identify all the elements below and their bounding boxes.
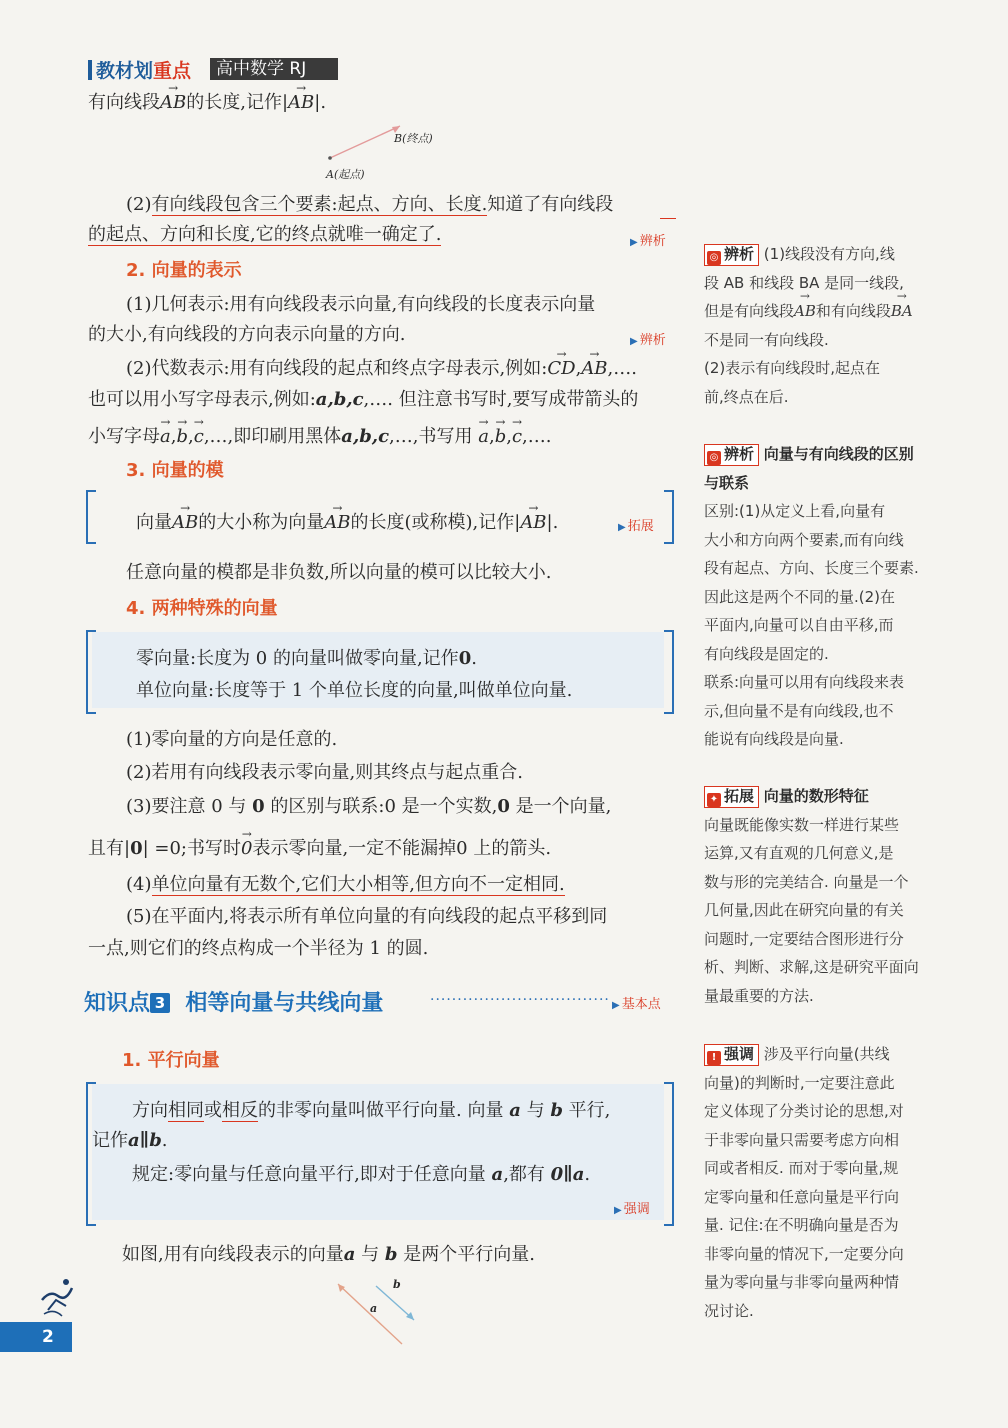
badge-analysis: ◎ 辨析 [704, 244, 759, 266]
parallel-example: 如图,用有向线段表示的向量a 与 b 是两个平行向量. [122, 1244, 535, 1265]
magnitude-definition: 向量→ AB的大小称为向量→ AB的长度(或称模),记作|→ AB|. [136, 510, 558, 536]
geometric-rep-line1: (1)几何表示:用有向线段表示向量,有向线段的长度表示向量 [126, 294, 596, 315]
section-title-parallel: 1. 平行向量 [122, 1050, 220, 1071]
target-icon: ◎ [707, 251, 721, 265]
parallel-vectors-figure [330, 1274, 430, 1354]
box-bracket-right-3 [664, 1082, 674, 1226]
target-icon: ◎ [707, 451, 721, 465]
endpoint-label-a: A(起点) [326, 168, 365, 181]
exclamation-icon: ! [707, 1051, 721, 1065]
tag-emphasis-1: ▶ 强调 [614, 1198, 650, 1217]
tag-basic-point: ▶ 基本点 [612, 993, 661, 1012]
page-number: 2 [0, 1322, 72, 1352]
algebraic-rep-line3: 小写字母→ a,→ b,→ c,…,即印刷用黑体a,b,c,…,书写用 → a,→ b,→ c,…. [88, 424, 552, 450]
box-bracket-right [664, 490, 674, 544]
figure-label-a: a [370, 1302, 378, 1315]
knowledge-point-heading: 知识点 3 相等向量与共线向量 [84, 991, 384, 1016]
subject-label: 高中数学 RJ [210, 58, 338, 80]
tag-analysis-2: ▶ 辨析 [630, 329, 666, 348]
algebraic-rep-line1: (2)代数表示:用有向线段的起点和终点字母表示,例如:→ CD,→ AB,…. [126, 356, 637, 382]
parallel-definition-line1: 方向相同或相反的非零向量叫做平行向量. 向量 a 与 b 平行, [132, 1100, 611, 1121]
header-accent-bar [88, 60, 92, 80]
three-elements-line2: 的起点、方向和长度,它的终点就唯一确定了. [88, 224, 442, 245]
box-bracket-right-2 [664, 630, 674, 714]
section-title-special-vectors: 4. 两种特殊的向量 [126, 598, 278, 619]
section-title-magnitude: 3. 向量的模 [126, 460, 224, 481]
box-bracket-left-3 [86, 1082, 96, 1226]
side-note-analysis-2: ◎ 辨析 向量与有向线段的区别 与联系 区别:(1)从定义上看,向量有 大小和方向两个要素,而有向线 段有起点、方向、长度三个要素. 因此这是两个不同的量.(2)在 平面内,向量可以自由平移,而 有向线段是固定的. 联系:向量可以用有向线段来表 示,但向量不是有向线段,也不 能说有向线段是向量. [704, 445, 919, 748]
unit-vector-definition: 单位向量:长度等于 1 个单位长度的向量,叫做单位向量. [136, 680, 573, 701]
figure-label-b: b [393, 1278, 401, 1291]
decorative-figure-icon [36, 1270, 80, 1320]
note-5-line1: (5)在平面内,将表示所有单位向量的有向线段的起点平移到同 [126, 906, 608, 927]
heading-leader-dots: ································· [430, 992, 610, 1008]
lightbulb-icon: ✦ [707, 793, 721, 807]
parallel-definition-line2: 记作a∥b. [92, 1130, 168, 1151]
side-note-extension: ✦ 拓展 向量的数形特征 向量既能像实数一样进行某些 运算,又有直观的几何意义,是 数与形的完美结合. 向量是一个 几何量,因此在研究向量的有关 问题时,一定要结合图形进行分 析、判断、求解,这是研究平面向 量最重要的方法. [704, 787, 919, 1005]
side-note-analysis-1: ◎ 辨析 (1)线段没有方向,线 段 AB 和线段 BA 是同一线段, 但是有向线段→ AB和有向线段→ BA 不是同一有向线段. (2)表示有向线段时,起点在 前,终点在后. [704, 240, 913, 411]
geometric-rep-line2: 的大小,有向线段的方向表示向量的方向. [88, 324, 406, 345]
section-title-representation: 2. 向量的表示 [126, 260, 242, 281]
note-3-cont: 且有|0| =0;书写时→ 0表示零向量,一定不能漏掉0 上的箭头. [88, 836, 551, 862]
endpoint-label-b: B(终点) [394, 132, 433, 145]
magnitude-note: 任意向量的模都是非负数,所以向量的模可以比较大小. [126, 562, 552, 583]
note-1: (1)零向量的方向是任意的. [126, 729, 338, 750]
intro-line: 有向线段→ AB的长度,记作|→ AB|. [88, 90, 326, 116]
note-4: (4)单位向量有无数个,它们大小相等,但方向不一定相同. [126, 874, 565, 895]
tag-extension-1: ▶ 拓展 [618, 515, 654, 534]
algebraic-rep-line2: 也可以用小写字母表示,例如:a,b,c,…. 但注意书写时,要写成带箭头的 [88, 389, 639, 410]
note-2: (2)若用有向线段表示零向量,则其终点与起点重合. [126, 762, 523, 783]
three-elements-line1: (2)有向线段包含三个要素:起点、方向、长度.知道了有向线段 [126, 194, 614, 215]
zero-vector-definition: 零向量:长度为 0 的向量叫做零向量,记作0. [136, 648, 477, 669]
box-bracket-left [86, 490, 96, 544]
side-note-emphasis: ! 强调 涉及平行向量(共线 向量)的判断时,一定要注意此 定义体现了分类讨论的思想,对 于非零向量只需要考虑方向相 同或者相反. 而对于零向量,规 定零向量和任意向量是平行向 量. 记住:在不明确向量是否为 非零向量的情况下,一定要分向 量为零向量与非零向量两种情 况讨论. [704, 1045, 904, 1320]
badge-analysis-2: ◎ 辨析 [704, 444, 759, 466]
underline-tail [660, 218, 676, 219]
tag-analysis-1: ▶ 辨析 [630, 230, 666, 249]
box-bracket-left-2 [86, 630, 96, 714]
note-3: (3)要注意 0 与 0 的区别与联系:0 是一个实数,0 是一个向量, [126, 796, 612, 817]
parallel-rule-line: 规定:零向量与任意向量平行,即对于任意向量 a,都有 0∥a. [132, 1164, 591, 1185]
badge-emphasis: ! 强调 [704, 1044, 759, 1066]
note-5-line2: 一点,则它们的终点构成一个半径为 1 的圆. [88, 938, 429, 959]
book-brand: 教材划重点 [96, 60, 192, 82]
badge-extension: ✦ 拓展 [704, 786, 759, 808]
